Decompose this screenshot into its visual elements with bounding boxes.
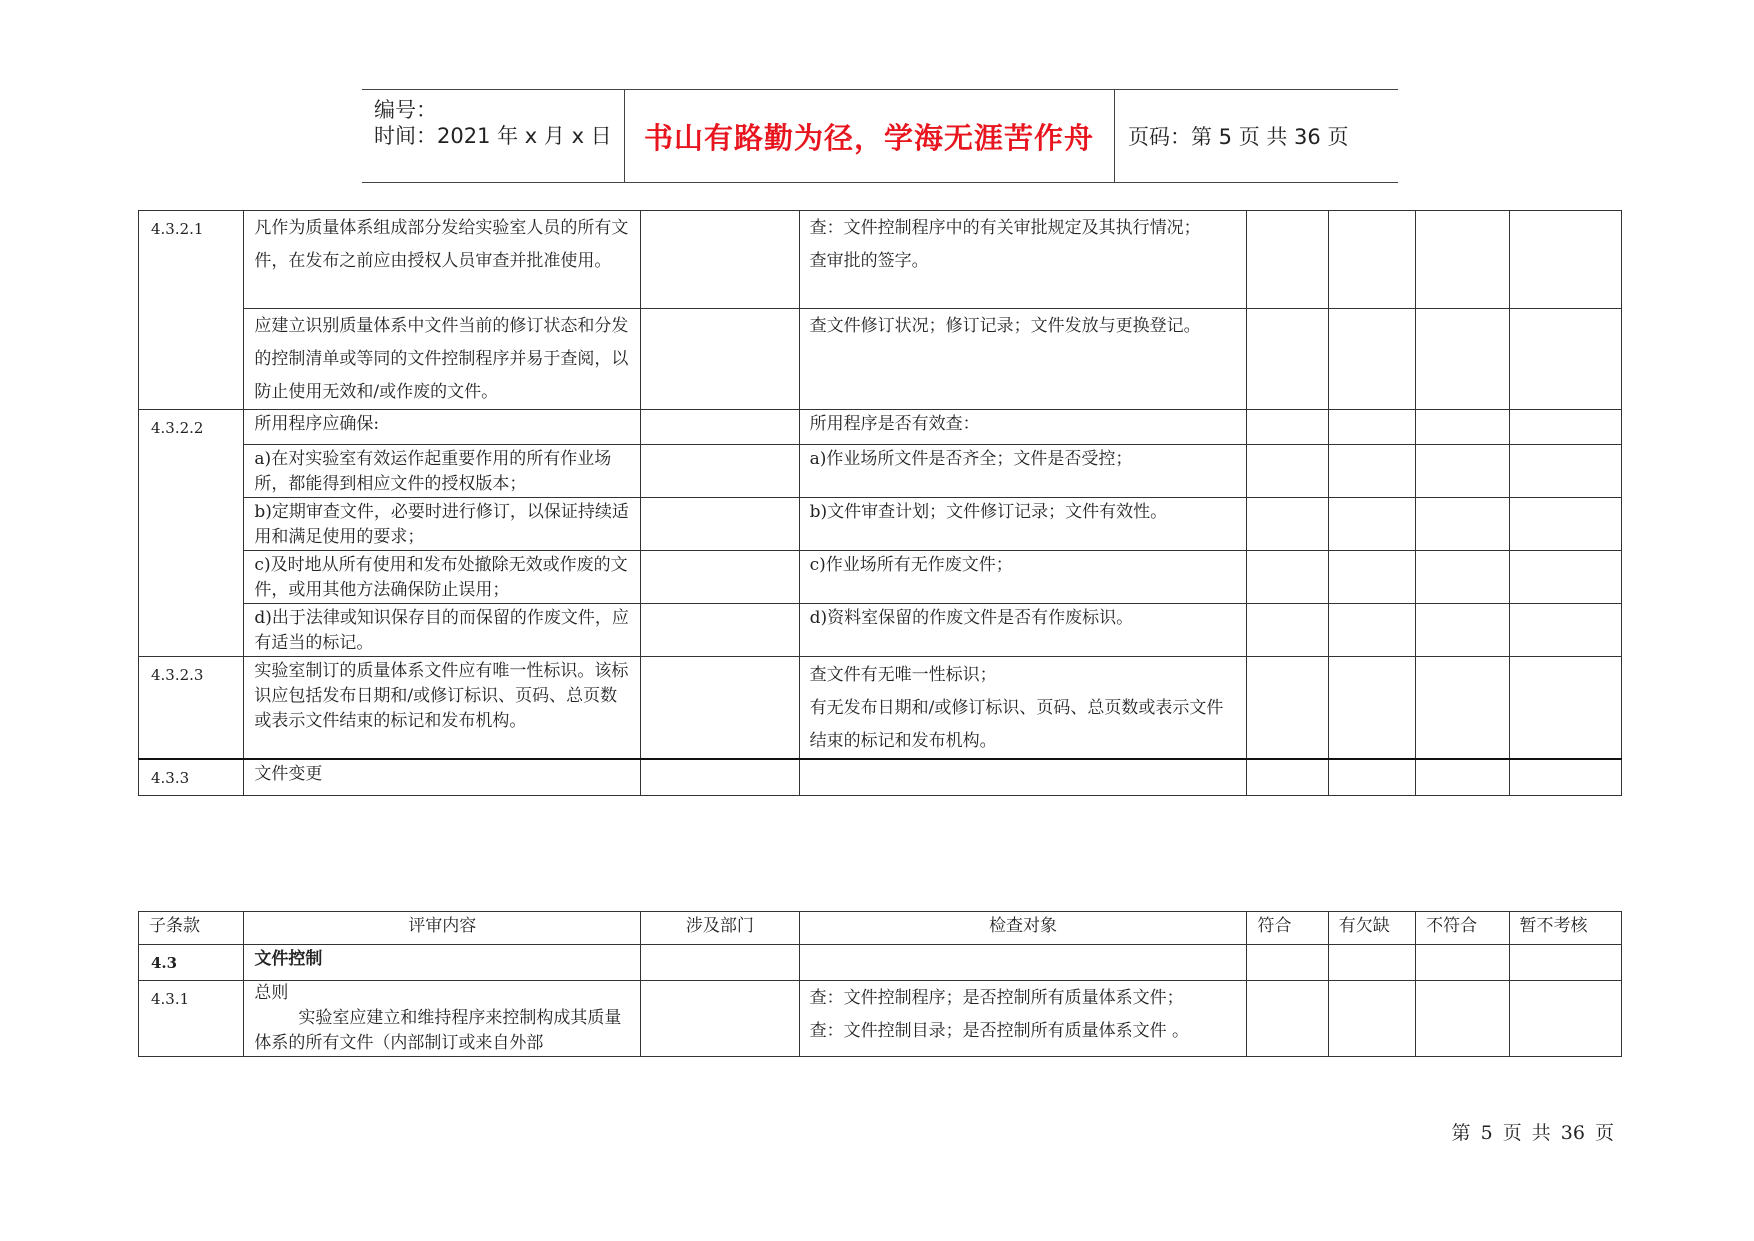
check-line: 查审批的签字。 <box>809 251 929 271</box>
department-cell <box>641 309 800 410</box>
check-object <box>799 211 1247 309</box>
not-assessed-cell <box>1509 945 1622 981</box>
nonconform-cell <box>1416 604 1509 657</box>
department-cell <box>641 657 800 760</box>
department-cell <box>641 498 800 551</box>
review-content: a)在对实验室有效运作起重要作用的所有作业场所，都能得到相应文件的授权版本； <box>244 445 641 498</box>
conform-cell <box>1247 759 1328 796</box>
check-line: 查：文件控制目录；是否控制所有质量体系文件 。 <box>809 1021 1190 1041</box>
check-line: a)作业场所文件是否齐全；文件是否受控； <box>809 449 1133 469</box>
document-code-label: 编号： <box>374 98 437 122</box>
clause-number: 4.3.2.3 <box>139 657 244 760</box>
not-assessed-cell <box>1509 445 1622 498</box>
deficient-cell <box>1328 309 1415 410</box>
conform-cell <box>1247 604 1328 657</box>
section-clause-number: 4.3 <box>139 945 244 981</box>
column-header: 符合 <box>1247 912 1328 945</box>
review-content: b)定期审查文件，必要时进行修订，以保证持续适用和满足使用的要求； <box>244 498 641 551</box>
clause-title: 总则 <box>254 983 289 1003</box>
review-content: 文件变更 <box>244 759 641 796</box>
department-cell <box>641 551 800 604</box>
check-object <box>799 759 1247 796</box>
check-object <box>799 445 1247 498</box>
check-line: 查：文件控制程序中的有关审批规定及其执行情况； <box>809 218 1201 238</box>
check-line: b)文件审查计划；文件修订记录；文件有效性。 <box>809 502 1168 522</box>
not-assessed-cell <box>1509 657 1622 760</box>
table-row <box>139 604 1622 657</box>
check-object <box>799 604 1247 657</box>
section-row <box>139 945 1622 981</box>
conform-cell <box>1247 657 1328 760</box>
column-header: 评审内容 <box>244 912 641 945</box>
nonconform-cell <box>1416 551 1509 604</box>
deficient-cell <box>1328 410 1415 445</box>
nonconform-cell <box>1416 981 1509 1057</box>
review-content: 实验室制订的质量体系文件应有唯一性标识。该标识应包括发布日期和/或修订标识、页码、总页数或表示文件结束的标记和发布机构。 <box>244 657 641 760</box>
conform-cell <box>1247 309 1328 410</box>
check-line: 查文件修订状况；修订记录；文件发放与更换登记。 <box>809 316 1201 336</box>
not-assessed-cell <box>1509 981 1622 1057</box>
deficient-cell <box>1328 657 1415 760</box>
document-date-label: 时间：2021 年 x 月 x 日 <box>374 124 612 148</box>
not-assessed-cell <box>1509 551 1622 604</box>
not-assessed-cell <box>1509 759 1622 796</box>
review-content <box>244 981 641 1057</box>
nonconform-cell <box>1416 498 1509 551</box>
deficient-cell <box>1328 445 1415 498</box>
table-row <box>139 211 1622 309</box>
check-object <box>799 981 1247 1057</box>
table-row <box>139 759 1622 796</box>
column-header: 不符合 <box>1416 912 1509 945</box>
header-page-number: 页码：第 5 页 共 36 页 <box>1128 125 1349 149</box>
review-content: 凡作为质量体系组成部分发给实验室人员的所有文件，在发布之前应由授权人员审查并批准使用。 <box>244 211 641 309</box>
clause-number: 4.3.2.1 <box>139 211 244 410</box>
clause-number: 4.3.2.2 <box>139 410 244 657</box>
review-table <box>138 911 1622 1057</box>
deficient-cell <box>1328 945 1415 981</box>
table-row <box>139 498 1622 551</box>
check-object <box>799 309 1247 410</box>
check-line: 所用程序是否有效查： <box>809 414 980 434</box>
deficient-cell <box>1328 211 1415 309</box>
header-right-cell <box>1114 90 1398 182</box>
deficient-cell <box>1328 981 1415 1057</box>
nonconform-cell <box>1416 445 1509 498</box>
check-object <box>799 945 1247 981</box>
conform-cell <box>1247 498 1328 551</box>
department-cell <box>641 211 800 309</box>
header-left-cell <box>362 90 625 182</box>
nonconform-cell <box>1416 657 1509 760</box>
conform-cell <box>1247 211 1328 309</box>
header-motto: 书山有路勤为径，学海无涯苦作舟 <box>643 120 1094 155</box>
department-cell <box>641 445 800 498</box>
column-header: 子条款 <box>139 912 244 945</box>
section-title: 文件控制 <box>244 945 641 981</box>
nonconform-cell <box>1416 945 1509 981</box>
review-content: 应建立识别质量体系中文件当前的修订状态和分发的控制清单或等同的文件控制程序并易于查阅，以防止使用无效和/或作废的文件。 <box>244 309 641 410</box>
table-row <box>139 445 1622 498</box>
table-row <box>139 981 1622 1057</box>
review-content: d)出于法律或知识保存目的而保留的作废文件，应有适当的标记。 <box>244 604 641 657</box>
not-assessed-cell <box>1509 410 1622 445</box>
check-line: 有无发布日期和/或修订标识、页码、总页数或表示文件结束的标记和发布机构。 <box>809 698 1224 751</box>
conform-cell <box>1247 945 1328 981</box>
clause-number: 4.3.1 <box>139 981 244 1057</box>
conform-cell <box>1247 551 1328 604</box>
column-header: 暂不考核 <box>1509 912 1622 945</box>
table-row <box>139 410 1622 445</box>
conform-cell <box>1247 410 1328 445</box>
table-row <box>139 657 1622 760</box>
nonconform-cell <box>1416 211 1509 309</box>
review-content: c)及时地从所有使用和发布处撤除无效或作废的文件，或用其他方法确保防止误用； <box>244 551 641 604</box>
deficient-cell <box>1328 604 1415 657</box>
department-cell <box>641 945 800 981</box>
check-object <box>799 657 1247 760</box>
check-line: 查：文件控制程序；是否控制所有质量体系文件； <box>809 988 1184 1008</box>
deficient-cell <box>1328 551 1415 604</box>
check-object <box>799 498 1247 551</box>
not-assessed-cell <box>1509 309 1622 410</box>
department-cell <box>641 981 800 1057</box>
not-assessed-cell <box>1509 211 1622 309</box>
nonconform-cell <box>1416 309 1509 410</box>
deficient-cell <box>1328 759 1415 796</box>
department-cell <box>641 604 800 657</box>
department-cell <box>641 759 800 796</box>
nonconform-cell <box>1416 759 1509 796</box>
deficient-cell <box>1328 498 1415 551</box>
column-header: 检查对象 <box>799 912 1247 945</box>
clause-number: 4.3.3 <box>139 759 244 796</box>
not-assessed-cell <box>1509 498 1622 551</box>
table-row <box>139 551 1622 604</box>
check-object <box>799 410 1247 445</box>
check-line: d)资料室保留的作废文件是否有作废标识。 <box>809 608 1134 628</box>
conform-cell <box>1247 445 1328 498</box>
footer-page-number: 第 5 页 共 36 页 <box>1451 1122 1614 1144</box>
check-line: c)作业场所有无作废文件； <box>809 555 1013 575</box>
table-row <box>139 309 1622 410</box>
table-header-row <box>139 912 1622 945</box>
header-center-cell <box>624 90 1115 182</box>
department-cell <box>641 410 800 445</box>
nonconform-cell <box>1416 410 1509 445</box>
document-header <box>362 89 1398 183</box>
review-content: 所用程序应确保: <box>244 410 641 445</box>
clause-body: 实验室应建立和维持程序来控制构成其质量体系的所有文件（内部制订或来自外部 <box>254 1008 622 1053</box>
check-line: 查文件有无唯一性标识； <box>809 665 997 685</box>
column-header: 涉及部门 <box>641 912 800 945</box>
conform-cell <box>1247 981 1328 1057</box>
review-table-continued <box>138 210 1622 796</box>
check-object <box>799 551 1247 604</box>
not-assessed-cell <box>1509 604 1622 657</box>
column-header: 有欠缺 <box>1328 912 1415 945</box>
